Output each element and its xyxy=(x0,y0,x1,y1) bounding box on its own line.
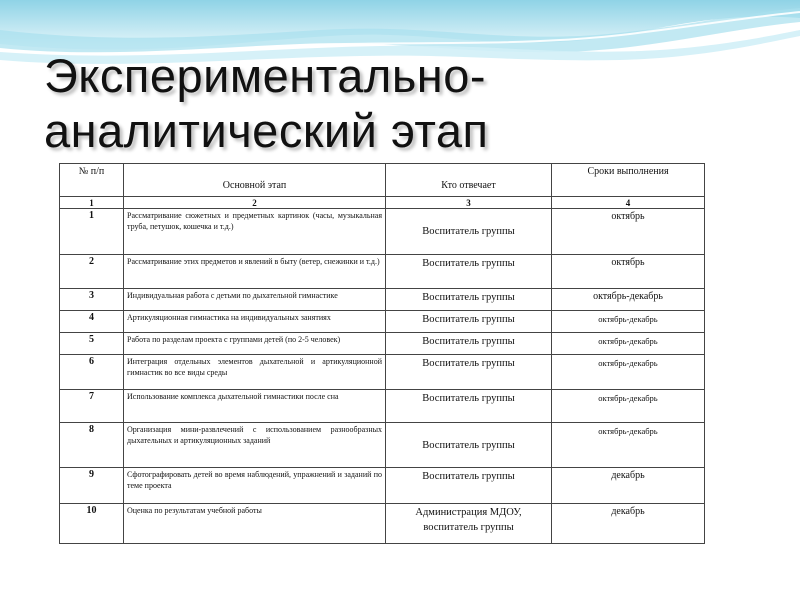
row-stage: Оценка по результатам учебной работы xyxy=(124,504,386,544)
row-stage: Интеграция отдельных элементов дыхательной и артикуляционной гимнастик во все виды среды xyxy=(124,355,386,390)
row-number: 3 xyxy=(60,289,124,311)
row-deadline: октябрь-декабрь xyxy=(552,390,705,423)
row-responsible: Воспитатель группы xyxy=(386,289,552,311)
table-header-row xyxy=(60,164,705,197)
row-number: 4 xyxy=(60,311,124,333)
row-responsible: Администрация МДОУ, воспитатель группы xyxy=(386,504,552,544)
column-number: 1 xyxy=(60,197,124,209)
row-responsible: Воспитатель группы xyxy=(386,355,552,390)
header-num: № п/п xyxy=(60,164,124,197)
table-row xyxy=(60,355,705,390)
row-number: 2 xyxy=(60,255,124,289)
row-responsible: Воспитатель группы xyxy=(386,333,552,355)
row-stage: Рассматривание сюжетных и предметных картинок (часы, музыкальная труба, петушок, кошечка и т.д.) xyxy=(124,209,386,255)
row-stage: Индивидуальная работа с детьми по дыхательной гимнастике xyxy=(124,289,386,311)
row-deadline: октябрь xyxy=(552,255,705,289)
row-number: 7 xyxy=(60,390,124,423)
column-number: 4 xyxy=(552,197,705,209)
row-number: 8 xyxy=(60,423,124,468)
row-stage: Артикуляционная гимнастика на индивидуальных занятиях xyxy=(124,311,386,333)
row-stage: Использование комплекса дыхательной гимнастики после сна xyxy=(124,390,386,423)
table-row xyxy=(60,423,705,468)
row-responsible: Воспитатель группы xyxy=(386,209,552,255)
row-deadline: декабрь xyxy=(552,504,705,544)
slide-title xyxy=(44,48,764,158)
row-deadline: октябрь-декабрь xyxy=(552,355,705,390)
column-number: 3 xyxy=(386,197,552,209)
row-number: 9 xyxy=(60,468,124,504)
row-stage: Организация мини-развлечений с использованием разнообразных дыхательных и артикуляционных заданий xyxy=(124,423,386,468)
row-number: 5 xyxy=(60,333,124,355)
row-number: 10 xyxy=(60,504,124,544)
row-deadline: октябрь-декабрь xyxy=(552,333,705,355)
slide-title-line-1: Экспериментально- xyxy=(44,49,487,102)
table-row xyxy=(60,504,705,544)
row-deadline: декабрь xyxy=(552,468,705,504)
row-deadline: октябрь-декабрь xyxy=(552,289,705,311)
header-deadline: Сроки выполнения xyxy=(552,164,705,197)
table-row xyxy=(60,333,705,355)
row-deadline: октябрь-декабрь xyxy=(552,311,705,333)
table-row xyxy=(60,209,705,255)
row-deadline: октябрь-декабрь xyxy=(552,423,705,468)
plan-table xyxy=(59,163,705,544)
row-responsible: Воспитатель группы xyxy=(386,311,552,333)
table-row xyxy=(60,289,705,311)
table-row xyxy=(60,255,705,289)
table-row xyxy=(60,311,705,333)
row-responsible: Воспитатель группы xyxy=(386,468,552,504)
row-deadline: октябрь xyxy=(552,209,705,255)
row-responsible: Воспитатель группы xyxy=(386,423,552,468)
header-responsible: Кто отвечает xyxy=(386,164,552,197)
column-number-row xyxy=(60,197,705,209)
row-number: 6 xyxy=(60,355,124,390)
row-responsible: Воспитатель группы xyxy=(386,390,552,423)
header-stage: Основной этап xyxy=(124,164,386,197)
table-row xyxy=(60,390,705,423)
column-number: 2 xyxy=(124,197,386,209)
row-stage: Сфотографировать детей во время наблюдений, упражнений и заданий по теме проекта xyxy=(124,468,386,504)
row-stage: Работа по разделам проекта с группами детей (по 2-5 человек) xyxy=(124,333,386,355)
row-responsible: Воспитатель группы xyxy=(386,255,552,289)
table-row xyxy=(60,468,705,504)
row-stage: Рассматривание этих предметов и явлений в быту (ветер, снежинки и т.д.) xyxy=(124,255,386,289)
slide-title-line-2: аналитический этап xyxy=(44,104,489,157)
row-number: 1 xyxy=(60,209,124,255)
